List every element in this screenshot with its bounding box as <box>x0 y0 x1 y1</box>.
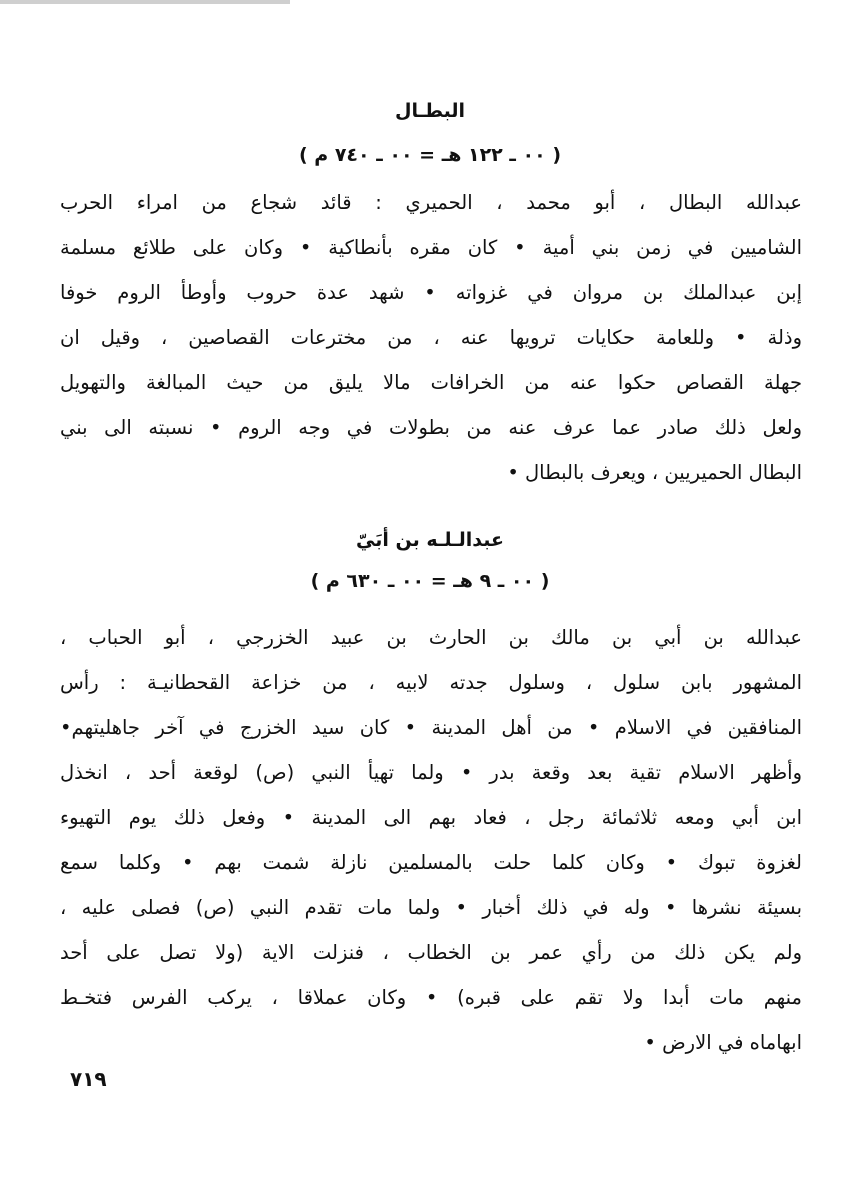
entry-title: البطـال <box>394 100 466 122</box>
text-line: وذلة • وللعامة حكايات ترويها عنه ، من مخترعات القصاصين ، وقيل ان <box>60 326 802 349</box>
text-line: ولعل ذلك صادر عما عرف عنه من بطولات في وجه الروم • نسبته الى بني <box>60 416 802 439</box>
text-line: ولم يكن ذلك من رأي عمر بن الخطاب ، فنزلت الاية (ولا تصل على أحد <box>60 941 802 964</box>
entry-dates: ( ٠٠ ـ ١٢٢ هـ = ٠٠ ـ ٧٤٠ م ) <box>298 144 562 166</box>
text-line: ابهاماه في الارض • <box>644 1031 802 1054</box>
text-line: ابن أبي ومعه ثلاثمائة رجل ، فعاد بهم الى المدينة • وفعل ذلك يوم التهيوء <box>60 806 802 829</box>
text-line: عبدالله البطال ، أبو محمد ، الحميري : قائد شجاع من امراء الحرب <box>60 191 802 214</box>
text-line: لغزوة تبوك • وكان كلما حلت بالمسلمين نازلة شمت بهم • وكلما سمع <box>60 851 802 874</box>
text-line: المنافقين في الاسلام • من أهل المدينة • كان سيد الخزرج في آخر جاهليتهم• <box>60 716 802 739</box>
entry-body <box>60 615 802 1065</box>
text-line: بسيئة نشرها • وله في ذلك أخبار • ولما مات تقدم النبي (ص) فصلى عليه ، <box>60 896 802 919</box>
text-line: الشاميين في زمن بني أمية • كان مقره بأنطاكية • وكان على طلائع مسلمة <box>60 236 802 259</box>
text-line: عبدالله بن أبي بن مالك بن الحارث بن عبيد الخزرجي ، أبو الحباب ، <box>60 626 802 649</box>
scan-edge-rule <box>0 0 290 4</box>
text-line: إبن عبدالملك بن مروان في غزواته • شهد عدة حروب وأوطأ الروم خوفا <box>60 281 802 304</box>
text-line: البطال الحميريين ، ويعرف بالبطال • <box>507 461 802 484</box>
page-number: ٧١٩ <box>70 1067 107 1091</box>
entry-title: عبدالـلـه بن أبَيّ <box>356 529 504 551</box>
entry-body <box>60 180 802 495</box>
text-line: منهم مات أبدا ولا تقم على قبره) • وكان عملاقا ، يركب الفرس فتخـط <box>60 986 802 1009</box>
entry-dates: ( ٠٠ ـ ٩ هـ = ٠٠ ـ ٦٣٠ م ) <box>310 570 550 592</box>
text-line: المشهور بابن سلول ، وسلول جدته لابيه ، من خزاعة القحطانيـة : رأس <box>60 671 802 694</box>
text-line: جهلة القصاص حكوا عنه من الخرافات مالا يليق من حيث المبالغة والتهويل <box>60 371 802 394</box>
text-line: وأظهر الاسلام تقية بعد وقعة بدر • ولما تهيأ النبي (ص) لوقعة أحد ، انخذل <box>60 761 802 784</box>
